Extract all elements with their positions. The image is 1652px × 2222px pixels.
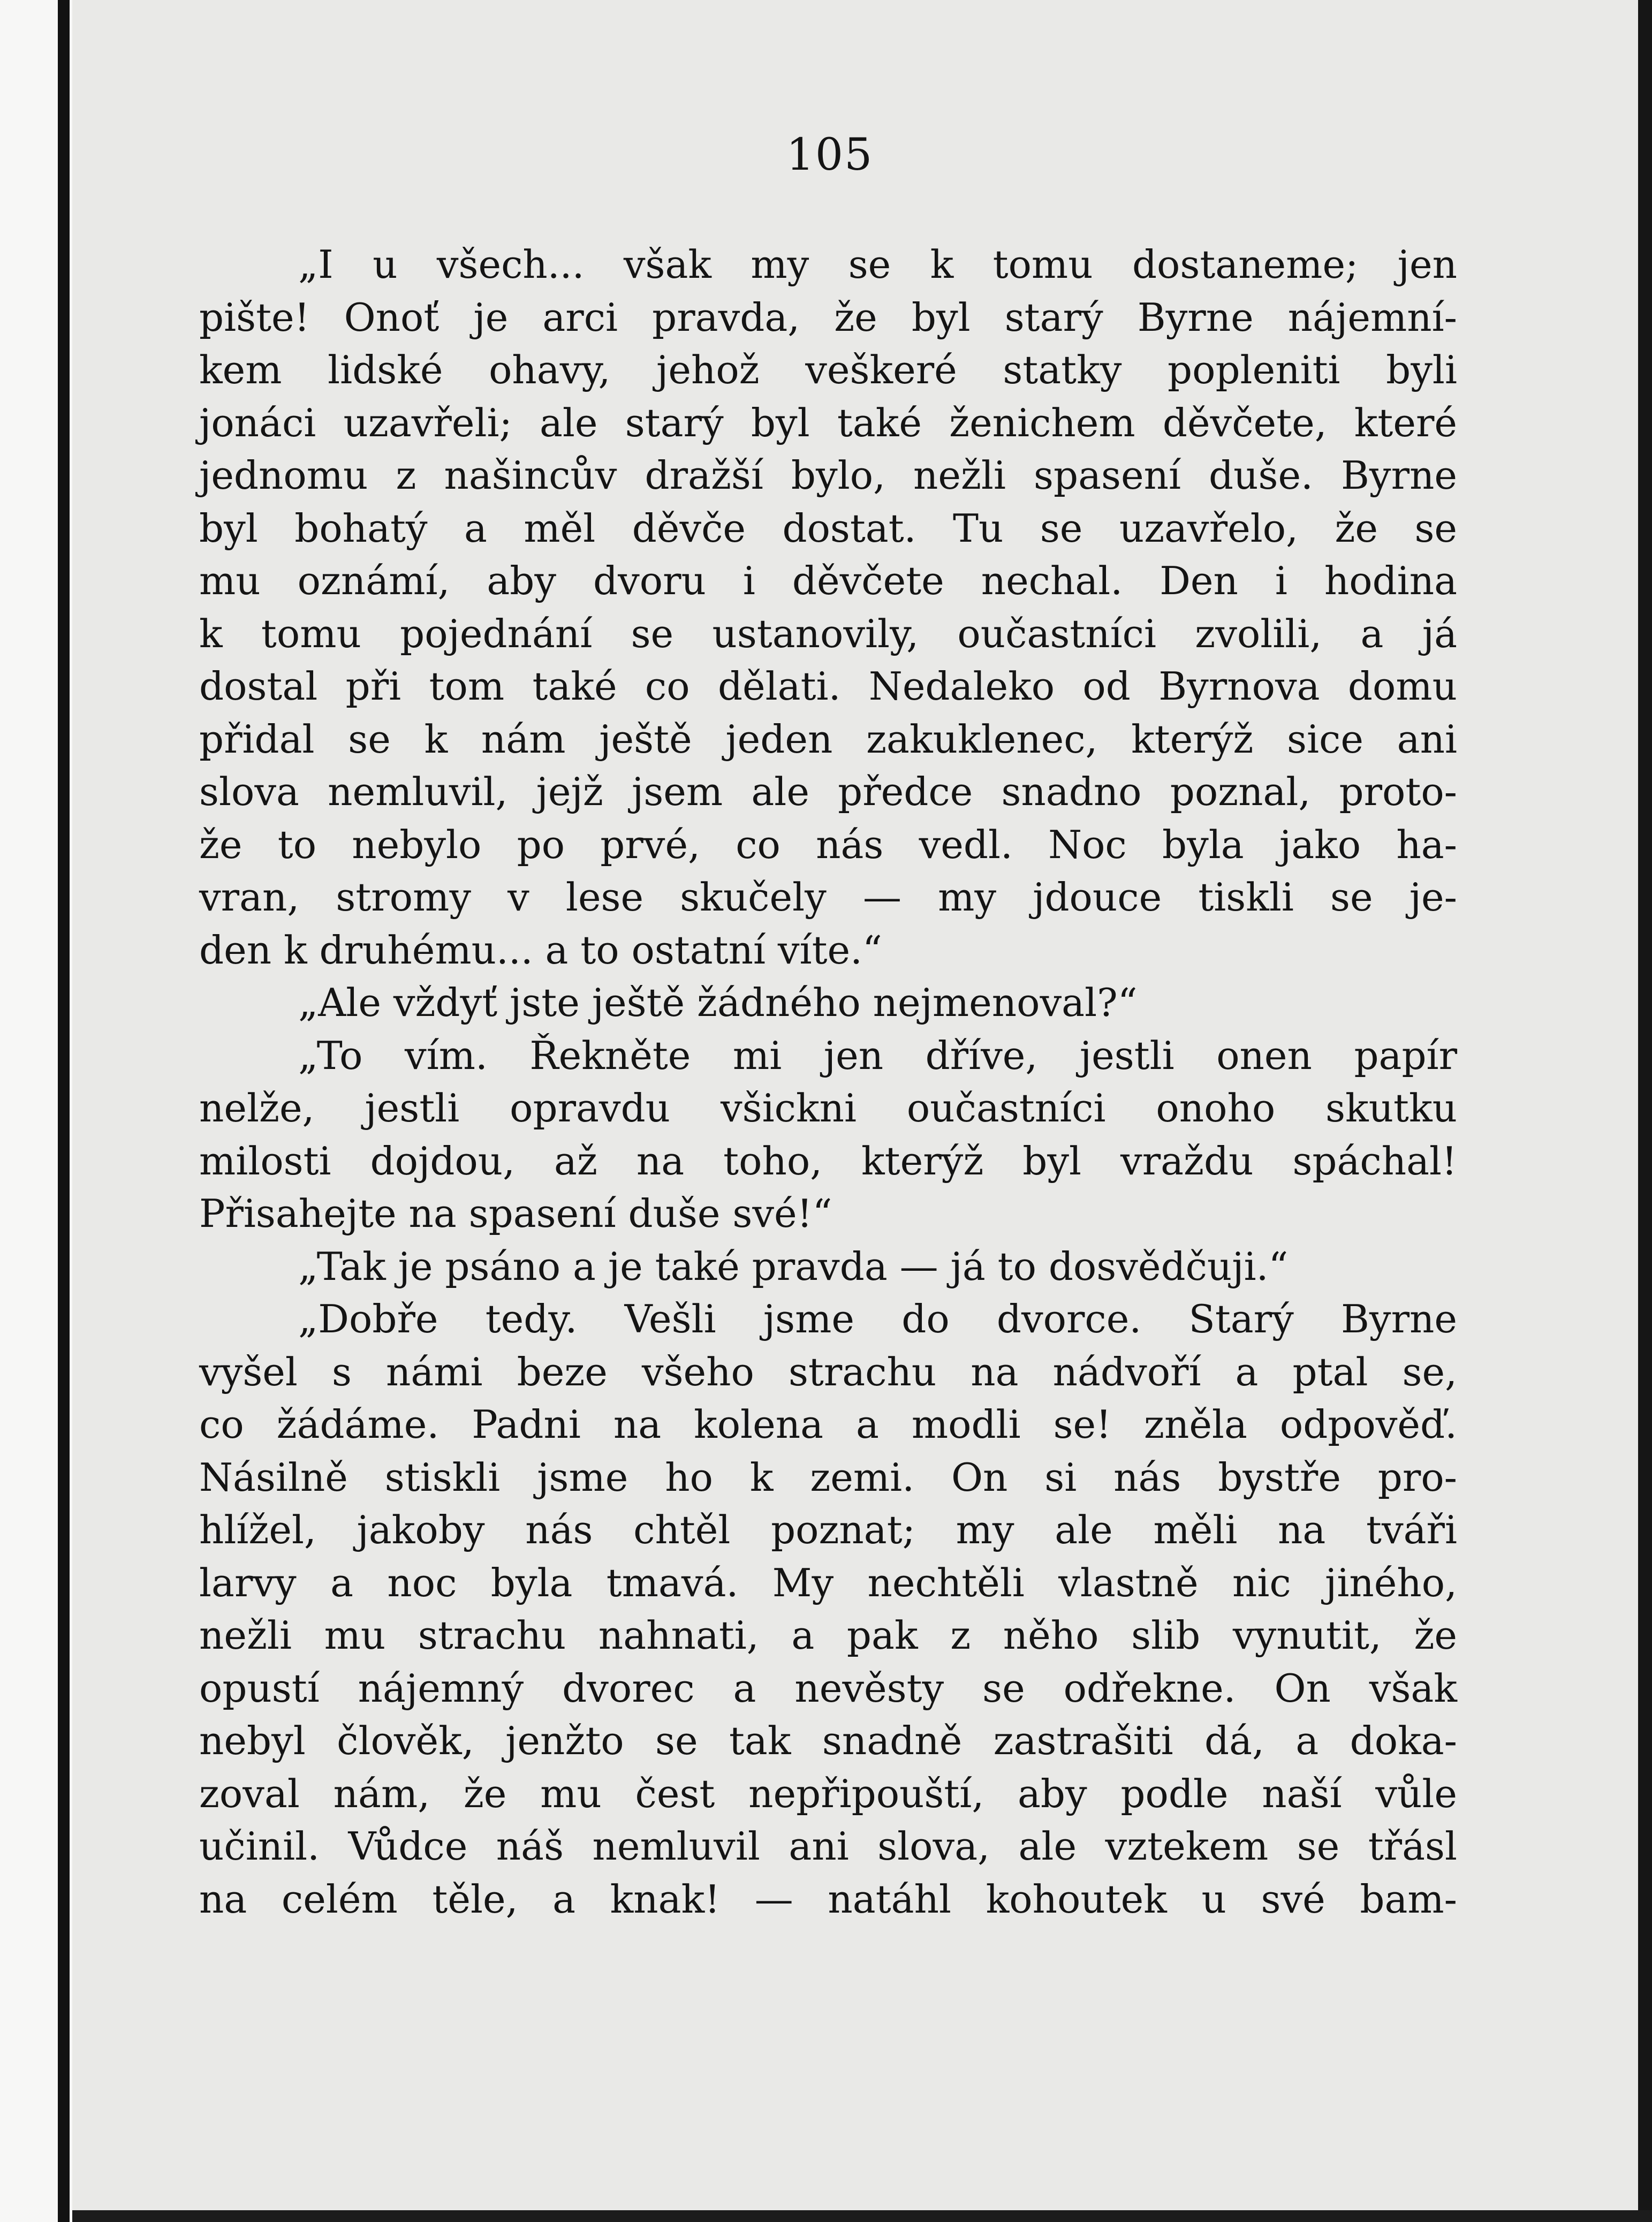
text-line: nebyl člověk, jenžto se tak snadně zastrašiti dá, a doka- <box>199 1718 1457 1763</box>
text-line: „Ale vždyť jste ještě žádného nejmenoval?“ <box>298 980 1138 1025</box>
text-line: učinil. Vůdce náš nemluvil ani slova, ale vztekem se třásl <box>199 1824 1457 1869</box>
text-line: na celém těle, a knak! — natáhl kohoutek u své bam- <box>199 1876 1457 1922</box>
text-line: milosti dojdou, až na toho, kterýž byl vraždu spáchal! <box>199 1138 1457 1184</box>
scan-bottom-edge <box>72 2210 1652 2222</box>
text-line: byl bohatý a měl děvče dostat. Tu se uzavřelo, že se <box>199 505 1457 551</box>
text-line: „I u všech... však my se k tomu dostaneme; jen <box>298 242 1457 287</box>
text-line: hlížel, jakoby nás chtěl poznat; my ale měli na tváři <box>199 1507 1457 1552</box>
text-line: nežli mu strachu nahnati, a pak z něho slib vynutit, že <box>199 1613 1457 1658</box>
text-line: „To vím. Řekněte mi jen dříve, jestli onen papír <box>298 1033 1457 1078</box>
page-number: 105 <box>786 130 874 180</box>
text-line: „Dobře tedy. Vešli jsme do dvorce. Starý Byrne <box>298 1296 1457 1341</box>
scan-right-edge <box>1638 0 1652 2222</box>
text-line: kem lidské ohavy, jehož veškeré statky popleniti byli <box>199 347 1457 392</box>
text-line: Násilně stiskli jsme ho k zemi. On si nás bystře pro- <box>199 1454 1457 1500</box>
text-line: larvy a noc byla tmavá. My nechtěli vlastně nic jiného, <box>199 1560 1457 1605</box>
text-line: opustí nájemný dvorec a nevěsty se odřekne. On však <box>199 1665 1457 1711</box>
text-line: dostal při tom také co dělati. Nedaleko od Byrnova domu <box>199 664 1457 709</box>
text-line: co žádáme. Padni na kolena a modli se! zněla odpověď. <box>199 1402 1457 1447</box>
text-line: přidal se k nám ještě jeden zakuklenec, kterýž sice ani <box>199 716 1457 762</box>
text-line: k tomu pojednání se ustanovily, oučastníci zvolili, a já <box>199 611 1457 656</box>
text-line: den k druhému... a to ostatní víte.“ <box>199 927 882 973</box>
text-line: že to nebylo po prvé, co nás vedl. Noc byla jako ha- <box>199 822 1457 867</box>
text-line: vran, stromy v lese skučely — my jdouce tiskli se je- <box>199 875 1457 920</box>
text-line: slova nemluvil, jejž jsem ale předce snadno poznal, proto- <box>199 769 1457 814</box>
text-line: pište! Onoť je arci pravda, že byl starý Byrne nájemní- <box>199 294 1457 340</box>
text-line: jednomu z našincův dražší bylo, nežli spasení duše. Byrne <box>199 453 1457 498</box>
binding-edge-line <box>58 0 70 2222</box>
text-line: nelže, jestli opravdu všickni oučastníci onoho skutku <box>199 1086 1457 1131</box>
text-line: mu oznámí, aby dvoru i děvčete nechal. Den i hodina <box>199 558 1457 603</box>
text-line: Přisahejte na spasení duše své!“ <box>199 1191 832 1236</box>
text-line: „Tak je psáno a je také pravda — já to dosvědčuji.“ <box>298 1243 1289 1289</box>
body-text <box>199 238 1457 1925</box>
text-line: jonáci uzavřeli; ale starý byl také ženichem děvčete, které <box>199 400 1457 445</box>
text-line: vyšel s námi beze všeho strachu na nádvoří a ptal se, <box>199 1349 1457 1394</box>
text-line: zoval nám, že mu čest nepřipouští, aby podle naší vůle <box>199 1771 1457 1816</box>
